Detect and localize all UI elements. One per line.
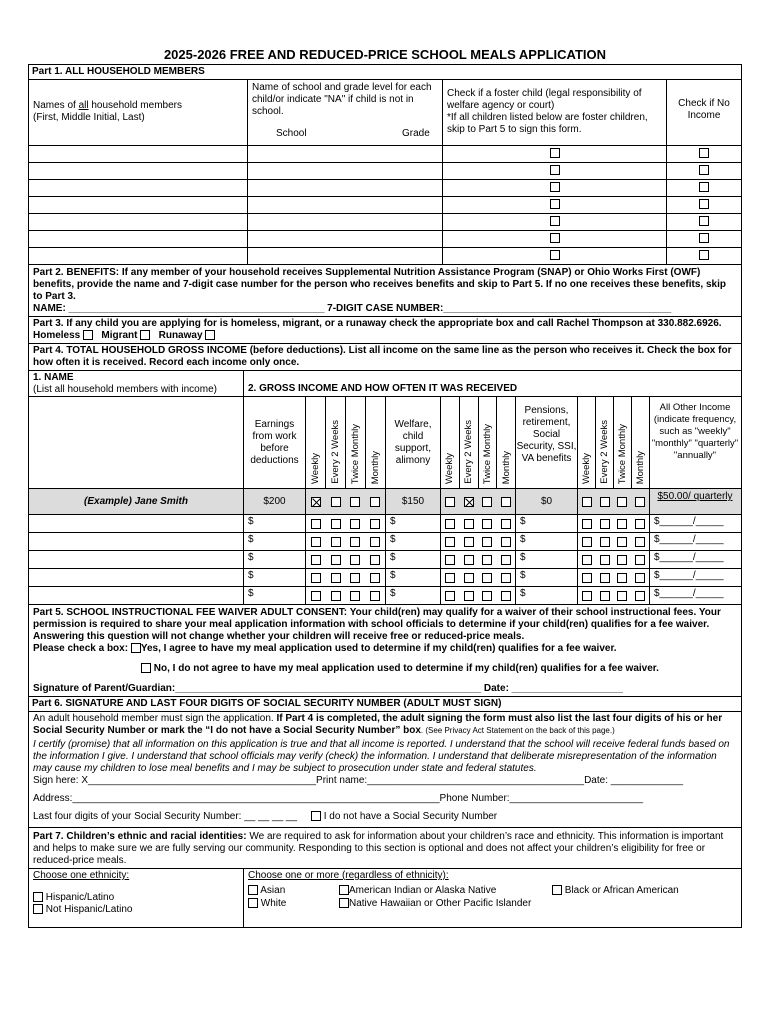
example-welfare: $150 bbox=[386, 489, 441, 514]
hispanic-option bbox=[33, 892, 239, 904]
freq-header-twice-monthly bbox=[346, 397, 366, 488]
other-income-field[interactable]: $______/_____ bbox=[654, 516, 724, 527]
gross-income-head: 2. GROSS INCOME AND HOW OFTEN IT WAS RECEIVED bbox=[248, 383, 518, 394]
freq-label: Twice Monthly bbox=[481, 423, 493, 484]
pension-freq-checkbox[interactable] bbox=[635, 555, 645, 565]
income-row bbox=[29, 533, 741, 551]
welfare-freq-checkbox[interactable] bbox=[482, 519, 492, 529]
freq-label: Every 2 Weeks bbox=[463, 420, 475, 484]
freq-label: Monthly bbox=[500, 450, 512, 484]
part6-text-a: An adult household member must sign the application. bbox=[33, 713, 277, 724]
pension-freq-checkbox[interactable] bbox=[600, 573, 610, 583]
no-ssn-label: I do not have a Social Security Number bbox=[323, 811, 498, 822]
asian-label: Asian bbox=[260, 885, 286, 896]
freq-label: Weekly bbox=[444, 453, 456, 484]
income-name-field[interactable] bbox=[29, 515, 244, 532]
member-name-field[interactable] bbox=[29, 231, 248, 247]
pension-freq-cell bbox=[578, 587, 650, 604]
member-school-field[interactable] bbox=[248, 180, 443, 196]
welfare-freq-checkbox[interactable] bbox=[464, 519, 474, 529]
pension-freq-checkbox[interactable] bbox=[635, 573, 645, 583]
welfare-freq-checkbox[interactable] bbox=[482, 591, 492, 601]
earnings-freq-checkbox[interactable] bbox=[350, 519, 360, 529]
no-income-checkbox[interactable] bbox=[699, 233, 709, 243]
american-indian-label: American Indian or Alaska Native bbox=[349, 885, 497, 896]
foster-cell bbox=[443, 180, 667, 196]
welfare-field[interactable]: $ bbox=[386, 515, 441, 532]
freq-header-every-2-weeks bbox=[326, 397, 346, 488]
freq-header-twice-monthly bbox=[614, 397, 632, 488]
welfare-freq-checkbox[interactable] bbox=[464, 537, 474, 547]
pension-freq-checkbox[interactable] bbox=[582, 555, 592, 565]
pension-freq-checkbox[interactable] bbox=[617, 519, 627, 529]
form-frame bbox=[28, 64, 742, 928]
earnings-field[interactable]: $ bbox=[244, 569, 306, 586]
freq-header-every-2-weeks bbox=[596, 397, 614, 488]
earnings-freq-checkbox[interactable] bbox=[331, 573, 341, 583]
earnings-freq-checkbox[interactable] bbox=[331, 537, 341, 547]
foster-cell bbox=[443, 248, 667, 264]
part6-text-c: . (See Privacy Act Statement on the back of this page.) bbox=[420, 726, 615, 735]
earnings-field[interactable]: $ bbox=[244, 533, 306, 550]
parent-signature-field[interactable]: Signature of Parent/Guardian:_______________________________________________________ Date: ____________________ bbox=[33, 683, 623, 694]
freq-label: Monthly bbox=[635, 450, 646, 484]
part6-section bbox=[29, 712, 741, 828]
foster-checkbox[interactable] bbox=[550, 250, 560, 260]
welfare-freq-cell bbox=[441, 551, 516, 568]
welfare-freq-cell bbox=[441, 587, 516, 604]
pension-freq-checkbox[interactable] bbox=[582, 591, 592, 601]
welfare-field[interactable]: $ bbox=[386, 533, 441, 550]
welfare-freq-checkbox[interactable] bbox=[445, 591, 455, 601]
homeless-checkbox[interactable] bbox=[83, 330, 93, 340]
form-title: 2025-2026 FREE AND REDUCED-PRICE SCHOOL MEALS APPLICATION bbox=[163, 47, 607, 62]
earnings-freq-checkbox[interactable] bbox=[311, 555, 321, 565]
grade-label: Grade bbox=[402, 128, 430, 139]
no-income-checkbox[interactable] bbox=[699, 199, 709, 209]
welfare-freq-checkbox[interactable] bbox=[445, 519, 455, 529]
pension-freq-checkbox[interactable] bbox=[582, 519, 592, 529]
part7-heading: Part 7. Children’s ethnic and racial identities: bbox=[33, 831, 247, 842]
native-hawaiian-checkbox[interactable] bbox=[339, 898, 349, 908]
foster-checkbox[interactable] bbox=[550, 199, 560, 209]
pension-freq-cell bbox=[578, 533, 650, 550]
welfare-freq-checkbox[interactable] bbox=[482, 573, 492, 583]
freq-header-twice-monthly bbox=[479, 397, 498, 488]
earnings-freq-checkbox[interactable] bbox=[311, 519, 321, 529]
freq-label: Twice Monthly bbox=[617, 423, 628, 484]
pension-freq-cell bbox=[578, 515, 650, 532]
welfare-freq-checkbox[interactable] bbox=[464, 573, 474, 583]
name-head: 1. NAME bbox=[33, 372, 74, 383]
income-name-field[interactable] bbox=[29, 551, 244, 568]
pensions-freq-headers bbox=[578, 397, 650, 488]
part6-heading: Part 6. SIGNATURE AND LAST FOUR DIGITS OF SOCIAL SECURITY NUMBER (ADULT MUST SIGN) bbox=[29, 697, 741, 712]
part5-section bbox=[29, 605, 741, 697]
other-income-header: All Other Income (indicate frequency, such as "weekly" "monthly" "quarterly" "annually" bbox=[651, 402, 739, 461]
household-member-row bbox=[29, 197, 741, 214]
ssn-field[interactable]: Last four digits of your Social Security Number: __ __ __ __ bbox=[33, 811, 298, 822]
earnings-field[interactable]: $ bbox=[244, 551, 306, 568]
welfare-freq-checkbox[interactable] bbox=[501, 573, 511, 583]
earnings-freq-cell bbox=[306, 587, 386, 604]
pension-freq-checkbox[interactable] bbox=[635, 591, 645, 601]
runaway-label: Runaway bbox=[158, 330, 203, 341]
example-earnings-freq-checkbox[interactable] bbox=[370, 497, 380, 507]
freq-label: Weekly bbox=[310, 453, 321, 484]
member-name-field[interactable] bbox=[29, 197, 248, 213]
welfare-field[interactable]: $ bbox=[386, 569, 441, 586]
pension-field[interactable]: $ bbox=[516, 569, 578, 586]
part5-yes-row bbox=[33, 643, 737, 655]
black-option bbox=[552, 885, 679, 897]
example-earnings-freq-checkbox[interactable] bbox=[311, 497, 321, 507]
income-name-field[interactable] bbox=[29, 587, 244, 604]
example-earnings: $200 bbox=[244, 489, 306, 514]
welfare-header: Welfare, child support, alimony bbox=[386, 397, 441, 488]
noincome-cell bbox=[667, 180, 741, 196]
foster-cell bbox=[443, 231, 667, 247]
example-welfare-freq-checkbox[interactable] bbox=[482, 497, 492, 507]
welfare-freq-cell bbox=[441, 569, 516, 586]
white-label: White bbox=[260, 898, 287, 909]
welfare-freq-checkbox[interactable] bbox=[464, 591, 474, 601]
member-school-field[interactable] bbox=[248, 231, 443, 247]
foster-cell bbox=[443, 163, 667, 179]
migrant-label: Migrant bbox=[101, 330, 138, 341]
welfare-freq-checkbox[interactable] bbox=[501, 537, 511, 547]
black-checkbox[interactable] bbox=[552, 885, 562, 895]
pension-freq-checkbox[interactable] bbox=[617, 591, 627, 601]
welfare-freq-checkbox[interactable] bbox=[482, 537, 492, 547]
not-hispanic-label: Not Hispanic/Latino bbox=[45, 904, 133, 915]
part4-rows bbox=[29, 489, 741, 605]
certify-statement: I certify (promise) that all information on this application is true and that all income is reported. I understand that the school will receive federal funds based on the information I give. I understand that school officials may verify (check) the information. I understand that deliberate misrepresentation of the information may cause my children to lose meal benefits and I may be subject to prosecution under state and federal statutes. bbox=[33, 739, 730, 774]
please-check-label: Please check a box: bbox=[33, 643, 131, 654]
household-member-row bbox=[29, 214, 741, 231]
pension-freq-cell bbox=[578, 551, 650, 568]
welfare-freq-checkbox[interactable] bbox=[464, 555, 474, 565]
pension-field[interactable]: $ bbox=[516, 551, 578, 568]
example-income-row bbox=[29, 489, 741, 515]
income-name-field[interactable] bbox=[29, 569, 244, 586]
member-school-field[interactable] bbox=[248, 197, 443, 213]
part2-section bbox=[29, 265, 741, 317]
example-pension-freq-checkbox[interactable] bbox=[635, 497, 645, 507]
earnings-freq-checkbox[interactable] bbox=[350, 591, 360, 601]
earnings-freq-checkbox[interactable] bbox=[370, 555, 380, 565]
address-phone-field[interactable]: Address:__________________________________________________________________Phone Number:________________________ bbox=[33, 793, 644, 804]
welfare-field[interactable]: $ bbox=[386, 551, 441, 568]
pension-field[interactable]: $ bbox=[516, 515, 578, 532]
native-hawaiian-option bbox=[339, 898, 531, 910]
american-indian-checkbox[interactable] bbox=[339, 885, 349, 895]
earnings-freq-cell bbox=[306, 515, 386, 532]
earnings-freq-cell bbox=[306, 551, 386, 568]
earnings-freq-cell bbox=[306, 533, 386, 550]
names-header-line2: (First, Middle Initial, Last) bbox=[33, 112, 145, 123]
no-ssn-checkbox[interactable] bbox=[311, 811, 321, 821]
other-income-field[interactable]: $______/_____ bbox=[654, 588, 724, 599]
household-member-row bbox=[29, 231, 741, 248]
names-header-text-2: household members bbox=[88, 100, 182, 111]
household-member-row bbox=[29, 248, 741, 265]
freq-label: Every 2 Weeks bbox=[330, 420, 341, 484]
earnings-freq-checkbox[interactable] bbox=[311, 591, 321, 601]
earnings-freq-checkbox[interactable] bbox=[370, 519, 380, 529]
welfare-freq-cell bbox=[441, 533, 516, 550]
freq-label: Twice Monthly bbox=[350, 423, 361, 484]
school-label: School bbox=[276, 128, 307, 139]
asian-checkbox[interactable] bbox=[248, 885, 258, 895]
earnings-freq-checkbox[interactable] bbox=[370, 591, 380, 601]
pension-freq-checkbox[interactable] bbox=[582, 537, 592, 547]
member-school-field[interactable] bbox=[248, 146, 443, 162]
school-column-header bbox=[248, 80, 443, 145]
sign-here-field[interactable]: Sign here: X_________________________________________Print name:_______________________________________Date: _____________ bbox=[33, 775, 684, 786]
pension-freq-checkbox[interactable] bbox=[600, 537, 610, 547]
part4-text: Part 4. TOTAL HOUSEHOLD GROSS INCOME (before deductions). List all income on the same line as the person who receives it. Check the box for how often it is received. Record each income only once. bbox=[29, 344, 741, 371]
homeless-label: Homeless bbox=[33, 330, 81, 341]
no-income-checkbox[interactable] bbox=[699, 250, 709, 260]
race-column bbox=[244, 869, 741, 927]
example-earnings-freq-checkbox[interactable] bbox=[331, 497, 341, 507]
welfare-freq-headers bbox=[441, 397, 516, 488]
earnings-freq-checkbox[interactable] bbox=[331, 555, 341, 565]
pension-freq-checkbox[interactable] bbox=[635, 537, 645, 547]
foster-checkbox[interactable] bbox=[550, 233, 560, 243]
noincome-cell bbox=[667, 146, 741, 162]
noincome-cell bbox=[667, 163, 741, 179]
member-school-field[interactable] bbox=[248, 214, 443, 230]
black-label: Black or African American bbox=[564, 885, 679, 896]
pension-freq-checkbox[interactable] bbox=[617, 573, 627, 583]
other-income-field[interactable]: $______/_____ bbox=[654, 552, 724, 563]
example-pension-freq-checkbox[interactable] bbox=[582, 497, 592, 507]
earnings-freq-checkbox[interactable] bbox=[311, 537, 321, 547]
freq-label: Every 2 Weeks bbox=[599, 420, 610, 484]
pension-freq-cell bbox=[578, 569, 650, 586]
pension-freq-checkbox[interactable] bbox=[582, 573, 592, 583]
example-welfare-freq-checkbox[interactable] bbox=[464, 497, 474, 507]
foster-cell bbox=[443, 146, 667, 162]
part1-rows bbox=[29, 146, 741, 265]
earnings-freq-checkbox[interactable] bbox=[350, 573, 360, 583]
pension-freq-checkbox[interactable] bbox=[600, 519, 610, 529]
native-hawaiian-label: Native Hawaiian or Other Pacific Islander bbox=[349, 898, 532, 909]
freq-header-weekly bbox=[441, 397, 460, 488]
foster-checkbox[interactable] bbox=[550, 216, 560, 226]
foster-checkbox[interactable] bbox=[550, 165, 560, 175]
names-header-all: all bbox=[78, 100, 89, 111]
welfare-freq-checkbox[interactable] bbox=[501, 519, 511, 529]
freq-header-monthly bbox=[497, 397, 515, 488]
example-name: (Example) Jane Smith bbox=[29, 489, 244, 514]
welfare-field[interactable]: $ bbox=[386, 587, 441, 604]
name-col-blank bbox=[29, 397, 244, 488]
hispanic-label: Hispanic/Latino bbox=[45, 892, 115, 903]
part6-text-b: If Part 4 is completed, the adult signing the form must also list the last four digits of his or her Social Security Number or mark the “I do not have a Social Security Number” box bbox=[33, 713, 723, 736]
member-school-field[interactable] bbox=[248, 163, 443, 179]
household-member-row bbox=[29, 146, 741, 163]
member-name-field[interactable] bbox=[29, 180, 248, 196]
welfare-freq-checkbox[interactable] bbox=[445, 573, 455, 583]
earnings-freq-checkbox[interactable] bbox=[370, 573, 380, 583]
application-form bbox=[28, 46, 742, 928]
example-earnings-freq-checkbox[interactable] bbox=[350, 497, 360, 507]
part6-intro bbox=[33, 713, 737, 737]
freq-header-monthly bbox=[366, 397, 385, 488]
example-pension-freq-cell bbox=[578, 489, 650, 514]
foster-checkbox[interactable] bbox=[550, 148, 560, 158]
fee-waiver-no-label: No, I do not agree to have my meal application used to determine if my child(ren) qualifies for a fee waiver. bbox=[153, 663, 659, 674]
part4-column-headers bbox=[29, 397, 741, 489]
earnings-field[interactable]: $ bbox=[244, 587, 306, 604]
fee-waiver-no-checkbox[interactable] bbox=[141, 663, 151, 673]
earnings-freq-checkbox[interactable] bbox=[350, 537, 360, 547]
pension-freq-checkbox[interactable] bbox=[617, 537, 627, 547]
names-header-text: Names of bbox=[33, 100, 79, 111]
pension-field[interactable]: $ bbox=[516, 587, 578, 604]
noincome-column-header: Check if No Income bbox=[678, 98, 730, 121]
earnings-field[interactable]: $ bbox=[244, 515, 306, 532]
part4-name-header bbox=[29, 371, 244, 396]
school-header-desc: Name of school and grade level for each child/or indicate "NA" if child is not in school. bbox=[252, 82, 432, 117]
fee-waiver-yes-checkbox[interactable] bbox=[131, 643, 141, 653]
runaway-checkbox[interactable] bbox=[205, 330, 215, 340]
income-name-field[interactable] bbox=[29, 533, 244, 550]
part2-name-case-field[interactable]: NAME: ______________________________________________ 7-DIGIT CASE NUMBER:_________________________________________ bbox=[33, 303, 672, 314]
other-income-field[interactable]: $______/_____ bbox=[654, 534, 724, 545]
welfare-freq-cell bbox=[441, 515, 516, 532]
ethnicity-heading: Choose one ethnicity: bbox=[33, 870, 130, 881]
other-income-field[interactable]: $______/_____ bbox=[654, 570, 724, 581]
part2-text: Part 2. BENEFITS: If any member of your household receives Supplemental Nutrition Assistance Program (SNAP) or Ohio Works First (OWF) benefits, provide the name and 7-digit case number for the person who receives benefits and skip to Part 5. If no one receives these benefits, skip to Part 3. bbox=[33, 267, 726, 302]
pension-freq-checkbox[interactable] bbox=[617, 555, 627, 565]
part3-options bbox=[33, 330, 737, 342]
welfare-freq-checkbox[interactable] bbox=[482, 555, 492, 565]
noincome-cell bbox=[667, 214, 741, 230]
earnings-freq-checkbox[interactable] bbox=[331, 591, 341, 601]
white-checkbox[interactable] bbox=[248, 898, 258, 908]
foster-column-header: Check if a foster child (legal responsibility of welfare agency or court) *If all children listed below are foster children, skip to Part 5 to sign this form. bbox=[443, 80, 667, 145]
example-pension-freq-checkbox[interactable] bbox=[600, 497, 610, 507]
part7-text: We are required to ask for information about your children’s race and ethnicity. This information is important and helps to make sure we are fully serving our community. Responding to this section is optional and does not affect your children’s eligibility for free or reduced-price meals. bbox=[33, 831, 724, 866]
no-income-checkbox[interactable] bbox=[699, 148, 709, 158]
earnings-freq-headers bbox=[306, 397, 386, 488]
member-name-field[interactable] bbox=[29, 146, 248, 162]
example-welfare-freq-checkbox[interactable] bbox=[501, 497, 511, 507]
no-income-checkbox[interactable] bbox=[699, 216, 709, 226]
part7-section bbox=[29, 828, 741, 869]
migrant-checkbox[interactable] bbox=[140, 330, 150, 340]
hispanic-checkbox[interactable] bbox=[33, 892, 43, 902]
foster-cell bbox=[443, 214, 667, 230]
part1-header-row bbox=[29, 80, 741, 146]
welfare-freq-checkbox[interactable] bbox=[445, 555, 455, 565]
example-welfare-freq-checkbox[interactable] bbox=[445, 497, 455, 507]
earnings-header: Earnings from work before deductions bbox=[244, 397, 306, 488]
pension-field[interactable]: $ bbox=[516, 533, 578, 550]
earnings-freq-checkbox[interactable] bbox=[350, 555, 360, 565]
freq-label: Weekly bbox=[581, 453, 592, 484]
part3-section bbox=[29, 317, 741, 344]
freq-label: Monthly bbox=[370, 450, 381, 484]
income-row bbox=[29, 551, 741, 569]
household-member-row bbox=[29, 180, 741, 197]
example-pension: $0 bbox=[516, 489, 578, 514]
earnings-freq-checkbox[interactable] bbox=[311, 573, 321, 583]
part7-options bbox=[29, 869, 741, 927]
asian-option bbox=[248, 885, 285, 897]
noincome-cell bbox=[667, 248, 741, 264]
pension-freq-checkbox[interactable] bbox=[600, 591, 610, 601]
ethnicity-column bbox=[29, 869, 244, 927]
pension-freq-checkbox[interactable] bbox=[635, 519, 645, 529]
no-income-checkbox[interactable] bbox=[699, 182, 709, 192]
freq-header-every-2-weeks bbox=[460, 397, 479, 488]
freq-header-monthly bbox=[632, 397, 649, 488]
member-school-field[interactable] bbox=[248, 248, 443, 264]
example-pension-freq-checkbox[interactable] bbox=[617, 497, 627, 507]
fee-waiver-yes-label: Yes, I agree to have my meal application used to determine if my child(ren) qualifies for a fee waiver. bbox=[140, 643, 617, 654]
freq-header-weekly bbox=[306, 397, 326, 488]
name-sub: (List all household members with income) bbox=[33, 384, 217, 395]
example-other-income: $50.00/ quarterly bbox=[657, 491, 733, 502]
no-income-checkbox[interactable] bbox=[699, 165, 709, 175]
pensions-header: Pensions, retirement, Social Security, SSI, VA benefits bbox=[516, 397, 578, 488]
household-member-row bbox=[29, 163, 741, 180]
foster-cell bbox=[443, 197, 667, 213]
welfare-freq-checkbox[interactable] bbox=[445, 537, 455, 547]
earnings-freq-checkbox[interactable] bbox=[370, 537, 380, 547]
example-earnings-freq-cell bbox=[306, 489, 386, 514]
welfare-freq-checkbox[interactable] bbox=[501, 591, 511, 601]
part5-text: Part 5. SCHOOL INSTRUCTIONAL FEE WAIVER ADULT CONSENT: Your child(ren) may qualify for a waiver of their school instructional fees. Your permission is required to share your meal application information with school officials to determine if your child(ren) qualifies for a fee waiver. Answering this question will not change whether your children will receive free or reduced-price meals. bbox=[33, 607, 721, 642]
part1-heading: Part 1. ALL HOUSEHOLD MEMBERS bbox=[29, 65, 741, 80]
example-welfare-freq-cell bbox=[441, 489, 516, 514]
names-column-header bbox=[29, 80, 248, 145]
freq-header-weekly bbox=[578, 397, 596, 488]
race-heading: Choose one or more (regardless of ethnicity): bbox=[248, 870, 449, 881]
part5-no-row bbox=[33, 663, 737, 675]
part4-subheader bbox=[29, 371, 741, 397]
member-name-field[interactable] bbox=[29, 214, 248, 230]
member-name-field[interactable] bbox=[29, 248, 248, 264]
white-option bbox=[248, 898, 286, 910]
welfare-freq-checkbox[interactable] bbox=[501, 555, 511, 565]
income-row bbox=[29, 515, 741, 533]
not-hispanic-option bbox=[33, 904, 239, 916]
not-hispanic-checkbox[interactable] bbox=[33, 904, 43, 914]
earnings-freq-checkbox[interactable] bbox=[331, 519, 341, 529]
foster-checkbox[interactable] bbox=[550, 182, 560, 192]
member-name-field[interactable] bbox=[29, 163, 248, 179]
part3-text: Part 3. If any child you are applying for is homeless, migrant, or a runaway check the appropriate box and call Rachel Thompson at 330.882.6926. bbox=[33, 318, 722, 329]
ssn-row bbox=[33, 811, 737, 823]
income-row bbox=[29, 587, 741, 605]
income-row bbox=[29, 569, 741, 587]
pension-freq-checkbox[interactable] bbox=[600, 555, 610, 565]
noincome-cell bbox=[667, 197, 741, 213]
american-indian-option bbox=[339, 885, 496, 897]
earnings-freq-cell bbox=[306, 569, 386, 586]
noincome-cell bbox=[667, 231, 741, 247]
